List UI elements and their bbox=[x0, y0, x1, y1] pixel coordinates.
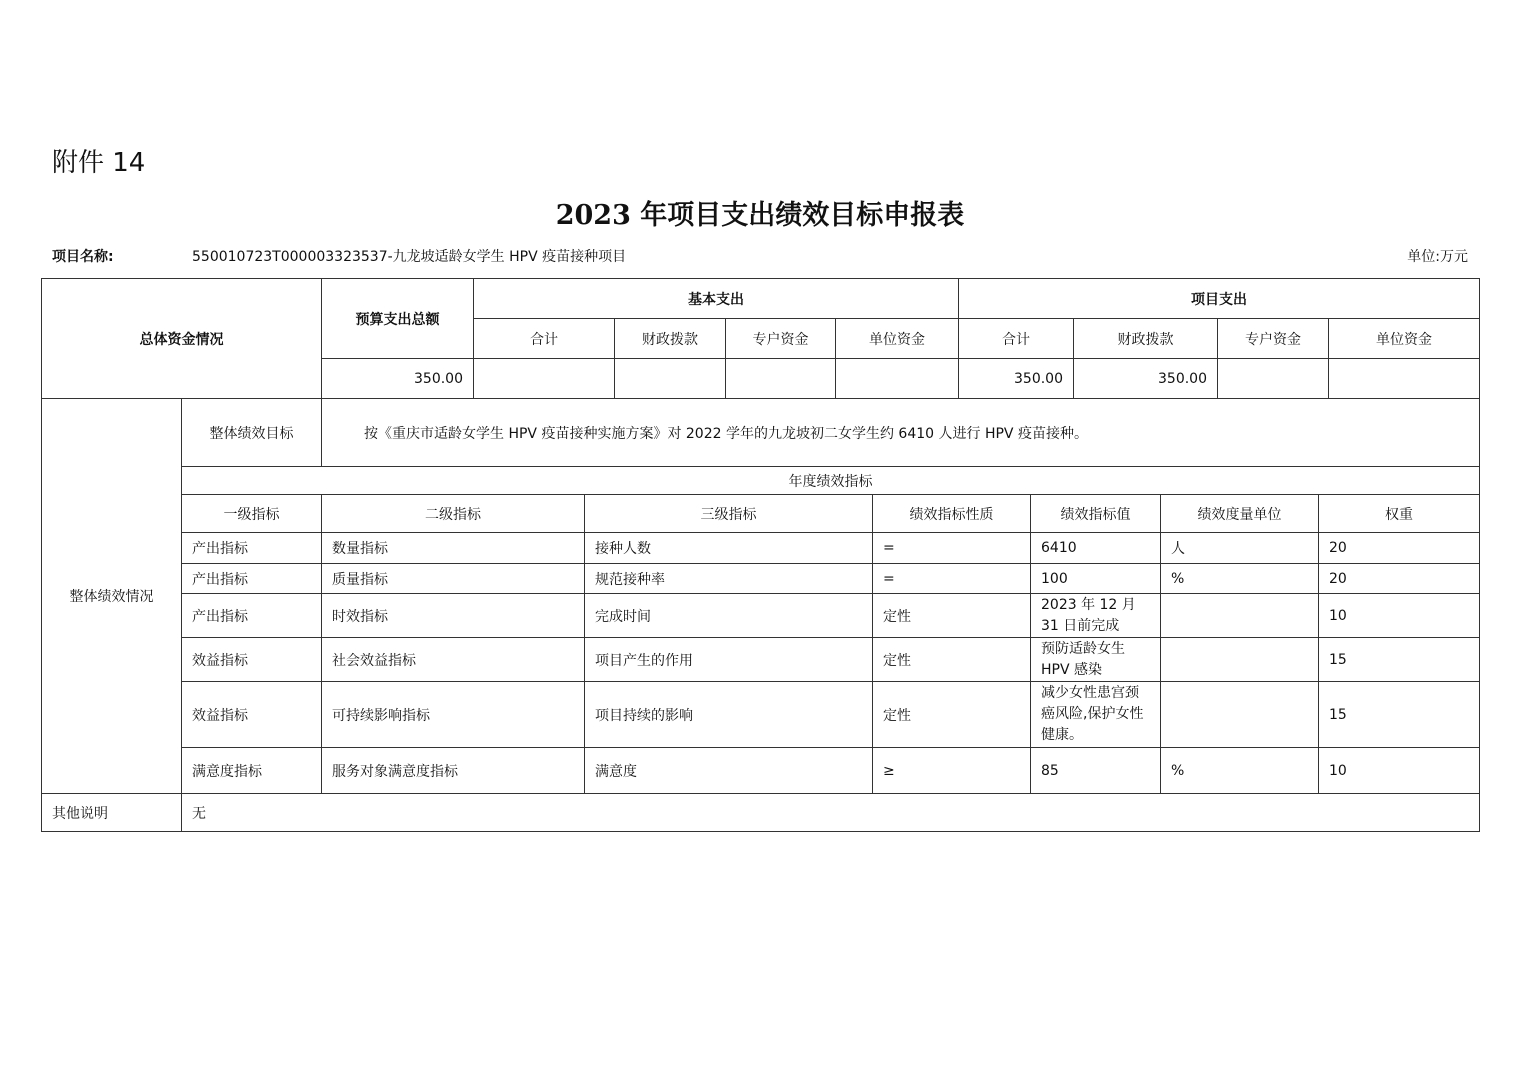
level3-cell: 规范接种率 bbox=[585, 564, 873, 594]
unit-cell: 人 bbox=[1161, 533, 1319, 564]
table-row bbox=[42, 564, 1480, 594]
weight-cell: 20 bbox=[1319, 533, 1480, 564]
indicator-header: 绩效指标值 bbox=[1031, 495, 1161, 533]
level2-cell: 数量指标 bbox=[322, 533, 585, 564]
nature-cell: 定性 bbox=[873, 594, 1031, 638]
value-cell: 减少女性患宫颈癌风险,保护女性健康。 bbox=[1031, 682, 1161, 748]
indicator-header: 一级指标 bbox=[182, 495, 322, 533]
project-total-value: 350.00 bbox=[959, 359, 1074, 399]
indicator-header: 绩效指标性质 bbox=[873, 495, 1031, 533]
table-row bbox=[42, 748, 1480, 794]
project-sub-header: 单位资金 bbox=[1329, 319, 1480, 359]
project-name-value: 550010723T000003323537-九龙坡适龄女学生 HPV 疫苗接种项目 bbox=[192, 249, 627, 265]
unit-label: 单位:万元 bbox=[1407, 249, 1468, 265]
level3-cell: 完成时间 bbox=[585, 594, 873, 638]
basic-sub-header: 合计 bbox=[474, 319, 615, 359]
overall-goal-text: 按《重庆市适龄女学生 HPV 疫苗接种实施方案》对 2022 学年的九龙坡初二女学生约 6410 人进行 HPV 疫苗接种。 bbox=[322, 399, 1480, 467]
value-cell: 6410 bbox=[1031, 533, 1161, 564]
basic-value bbox=[726, 359, 836, 399]
level1-cell: 产出指标 bbox=[182, 594, 322, 638]
unit-cell bbox=[1161, 638, 1319, 682]
level2-cell: 服务对象满意度指标 bbox=[322, 748, 585, 794]
level2-cell: 社会效益指标 bbox=[322, 638, 585, 682]
project-name-label: 项目名称: bbox=[52, 249, 114, 265]
budget-total-value: 350.00 bbox=[322, 359, 474, 399]
project-expense-header: 项目支出 bbox=[959, 279, 1480, 319]
weight-cell: 15 bbox=[1319, 638, 1480, 682]
level1-cell: 产出指标 bbox=[182, 564, 322, 594]
value-cell: 预防适龄女生 HPV 感染 bbox=[1031, 638, 1161, 682]
nature-cell: 定性 bbox=[873, 638, 1031, 682]
annual-indicator-header: 年度绩效指标 bbox=[182, 467, 1480, 495]
project-sub-header: 专户资金 bbox=[1218, 319, 1329, 359]
nature-cell: = bbox=[873, 533, 1031, 564]
nature-cell: ≥ bbox=[873, 748, 1031, 794]
project-sub-header: 合计 bbox=[959, 319, 1074, 359]
basic-value bbox=[615, 359, 726, 399]
nature-cell: = bbox=[873, 564, 1031, 594]
table-row bbox=[42, 638, 1480, 682]
indicator-header: 三级指标 bbox=[585, 495, 873, 533]
overall-goal-label: 整体绩效目标 bbox=[182, 399, 322, 467]
indicator-header: 二级指标 bbox=[322, 495, 585, 533]
project-value bbox=[1329, 359, 1480, 399]
level2-cell: 可持续影响指标 bbox=[322, 682, 585, 748]
project-value bbox=[1218, 359, 1329, 399]
basic-expense-header: 基本支出 bbox=[474, 279, 959, 319]
level1-cell: 效益指标 bbox=[182, 638, 322, 682]
basic-value bbox=[836, 359, 959, 399]
performance-table bbox=[41, 398, 1480, 832]
level1-cell: 效益指标 bbox=[182, 682, 322, 748]
basic-sub-header: 单位资金 bbox=[836, 319, 959, 359]
unit-cell bbox=[1161, 594, 1319, 638]
basic-sub-header: 财政拨款 bbox=[615, 319, 726, 359]
budget-total-header: 预算支出总额 bbox=[322, 279, 474, 359]
indicator-header: 权重 bbox=[1319, 495, 1480, 533]
unit-cell: % bbox=[1161, 564, 1319, 594]
level1-cell: 产出指标 bbox=[182, 533, 322, 564]
basic-sub-header: 专户资金 bbox=[726, 319, 836, 359]
unit-cell: % bbox=[1161, 748, 1319, 794]
level3-cell: 接种人数 bbox=[585, 533, 873, 564]
unit-cell bbox=[1161, 682, 1319, 748]
level2-cell: 时效指标 bbox=[322, 594, 585, 638]
project-fiscal-value: 350.00 bbox=[1074, 359, 1218, 399]
value-cell: 100 bbox=[1031, 564, 1161, 594]
basic-value bbox=[474, 359, 615, 399]
weight-cell: 15 bbox=[1319, 682, 1480, 748]
attachment-number: 附件 14 bbox=[52, 148, 146, 178]
funding-table bbox=[41, 278, 1480, 399]
project-sub-header: 财政拨款 bbox=[1074, 319, 1218, 359]
value-cell: 85 bbox=[1031, 748, 1161, 794]
other-notes-text: 无 bbox=[182, 794, 1480, 832]
nature-cell: 定性 bbox=[873, 682, 1031, 748]
weight-cell: 20 bbox=[1319, 564, 1480, 594]
level1-cell: 满意度指标 bbox=[182, 748, 322, 794]
level3-cell: 满意度 bbox=[585, 748, 873, 794]
table-row bbox=[42, 682, 1480, 748]
indicator-header: 绩效度量单位 bbox=[1161, 495, 1319, 533]
overall-performance-label: 整体绩效情况 bbox=[42, 399, 182, 794]
page-title: 2023 年项目支出绩效目标申报表 bbox=[555, 200, 965, 231]
weight-cell: 10 bbox=[1319, 748, 1480, 794]
level3-cell: 项目持续的影响 bbox=[585, 682, 873, 748]
other-notes-label: 其他说明 bbox=[42, 794, 182, 832]
table-row bbox=[42, 533, 1480, 564]
overall-funding-label: 总体资金情况 bbox=[42, 279, 322, 399]
value-cell: 2023 年 12 月 31 日前完成 bbox=[1031, 594, 1161, 638]
weight-cell: 10 bbox=[1319, 594, 1480, 638]
table-row bbox=[42, 594, 1480, 638]
level3-cell: 项目产生的作用 bbox=[585, 638, 873, 682]
level2-cell: 质量指标 bbox=[322, 564, 585, 594]
